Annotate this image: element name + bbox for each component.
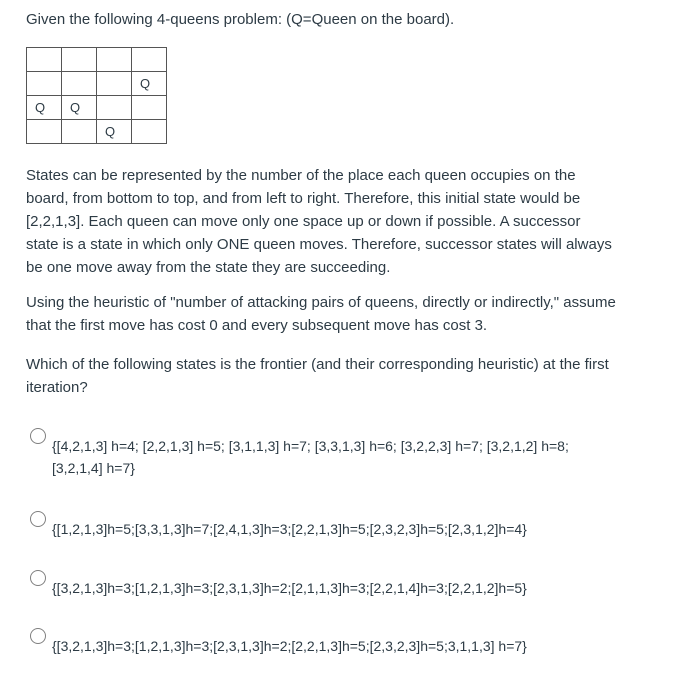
board-row [27,120,167,144]
board-row [27,72,167,96]
board-cell-queen [62,96,97,120]
answer-option-label[interactable]: {[3,2,1,3]h=3;[1,2,1,3]h=3;[2,3,1,3]h=2;[2,2,1,3]h=5;[2,3,2,3]h=5;3,1,1,3] h=7} [52,638,527,654]
answer-option-label[interactable]: {[3,2,1,3]h=3;[1,2,1,3]h=3;[2,3,1,3]h=2;[2,1,1,3]h=3;[2,2,1,4]h=3;[2,2,1,2]h=5} [52,580,527,596]
board-cell-queen [27,96,62,120]
queen: Q [70,100,81,115]
queen: Q [35,100,46,115]
queen: Q [105,124,116,139]
board-cell-queen [97,120,132,144]
question-prompt: Which of the following states is the frontier (and their corresponding heuristic) at the first iteration? [26,356,609,396]
queens-board [26,47,167,144]
board-cell [27,72,62,96]
state-description: States can be represented by the number of the place each queen occupies on the board, from bottom to top, and from left to right. Therefore, this initial state would be [2,2,1,3]. Each queen can move only one space up or down if possible. A successor state is a state in which only ONE queen moves. Therefore, successor states will always be one move away from the state they are succeeding. [26,167,612,276]
answer-option-label[interactable]: {[4,2,1,3] h=4; [2,2,1,3] h=5; [3,1,1,3] h=7; [3,3,1,3] h=6; [3,2,2,3] h=7; [3,2,1,2] h=8; [3,2,1,4] h=7} [52,438,569,476]
board-cell [27,48,62,72]
radio-button[interactable] [30,428,46,444]
radio-button[interactable] [30,511,46,527]
board-cell [132,120,167,144]
board-cell [97,72,132,96]
question-title: Given the following 4-queens problem: (Q=Queen on the board). [26,11,455,28]
board-cell [62,48,97,72]
board-cell [97,96,132,120]
radio-button[interactable] [30,628,46,644]
board-row [27,48,167,72]
board-cell-queen [132,72,167,96]
board-cell [132,96,167,120]
board-cell [27,120,62,144]
board-cell [97,48,132,72]
board-cell [62,120,97,144]
board-cell [62,72,97,96]
answer-option-label[interactable]: {[1,2,1,3]h=5;[3,3,1,3]h=7;[2,4,1,3]h=3;[2,2,1,3]h=5;[2,3,2,3]h=5;[2,3,1,2]h=4} [52,521,527,537]
heuristic-description: Using the heuristic of "number of attacking pairs of queens, directly or indirectly," assume that the first move has cost 0 and every subsequent move has cost 3. [26,294,616,334]
radio-button[interactable] [30,570,46,586]
queen: Q [140,76,151,91]
board-row [27,96,167,120]
board-cell [132,48,167,72]
